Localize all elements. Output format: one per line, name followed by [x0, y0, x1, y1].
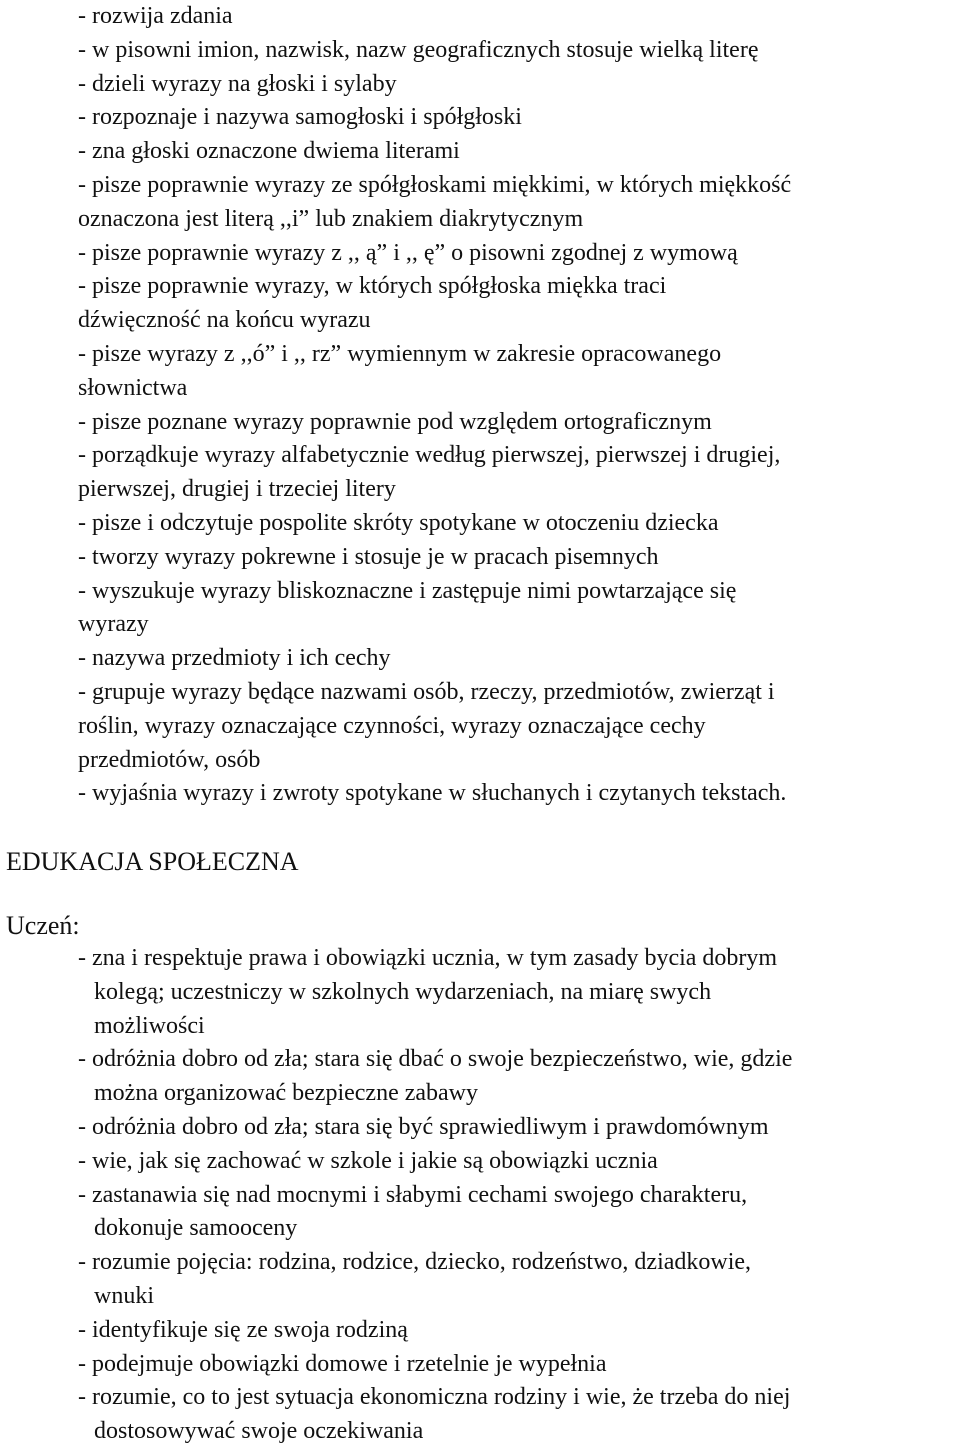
list-item: - zna głoski oznaczone dwiema literami [78, 138, 460, 165]
list-item-continuation: słownictwa [78, 374, 188, 401]
list-item: - rozpoznaje i nazywa samogłoski i spółgłoski [78, 104, 522, 131]
list-item: - dzieli wyrazy na głoski i sylaby [78, 70, 397, 97]
list-item-continuation: wnuki [94, 1282, 154, 1309]
list-item-continuation: dźwięczność na końcu wyrazu [78, 307, 371, 334]
list-item-continuation: wyrazy [78, 611, 149, 638]
list-item: - wyszukuje wyrazy bliskoznaczne i zastępuje nimi powtarzające się [78, 577, 737, 604]
list-item: - tworzy wyrazy pokrewne i stosuje je w pracach pisemnych [78, 543, 659, 570]
list-item-continuation: dostosowywać swoje oczekiwania [94, 1418, 424, 1445]
list-item: - wie, jak się zachować w szkole i jakie są obowiązki ucznia [78, 1147, 658, 1174]
list-item-continuation: pierwszej, drugiej i trzeciej litery [78, 476, 396, 503]
list-item: - odróżnia dobro od zła; stara się dbać o swoje bezpieczeństwo, wie, gdzie [78, 1046, 793, 1073]
list-item: - pisze poprawnie wyrazy, w których spółgłoska miękka traci [78, 273, 667, 300]
list-item: - rozumie, co to jest sytuacja ekonomiczna rodziny i wie, że trzeba do niej [78, 1384, 791, 1411]
list-item: - rozumie pojęcia: rodzina, rodzice, dziecko, rodzeństwo, dziadkowie, [78, 1249, 752, 1276]
section-heading: EDUKACJA SPOŁECZNA [6, 847, 299, 876]
list-item: - zna i respektuje prawa i obowiązki ucznia, w tym zasady bycia dobrym [78, 945, 778, 971]
list-item: - identyfikuje się ze swoja rodziną [78, 1316, 408, 1343]
language-skills-list [78, 0, 958, 811]
list-item-continuation: przedmiotów, osób [78, 746, 261, 773]
list-item-continuation: roślin, wyrazy oznaczające czynności, wyrazy oznaczające cechy [78, 712, 706, 739]
list-item: - nazywa przedmioty i ich cechy [78, 645, 391, 672]
list-item-continuation: dokonuje samooceny [94, 1215, 298, 1242]
list-item: - pisze poprawnie wyrazy ze spółgłoskami miękkimi, w których miękkość [78, 171, 792, 198]
list-item: - rozwija zdania [78, 3, 233, 29]
list-item-continuation: oznaczona jest literą ,,i” lub znakiem diakrytycznym [78, 205, 584, 232]
list-item: - pisze poprawnie wyrazy z ,, ą” i ,, ę” o pisowni zgodnej z wymową [78, 239, 738, 266]
list-item: - pisze i odczytuje pospolite skróty spotykane w otoczeniu dziecka [78, 509, 719, 536]
list-item: - wyjaśnia wyrazy i zwroty spotykane w słuchanych i czytanych tekstach. [78, 780, 787, 807]
list-item: - w pisowni imion, nazwisk, nazw geograficznych stosuje wielką literę [78, 36, 759, 63]
student-label: Uczeń: [6, 911, 80, 940]
list-item-continuation: kolegą; uczestniczy w szkolnych wydarzeniach, na miarę swych [94, 978, 712, 1005]
list-item: - porządkuje wyrazy alfabetycznie według pierwszej, pierwszej i drugiej, [78, 442, 781, 469]
list-item-continuation: możliwości [94, 1012, 205, 1039]
list-item: - zastanawia się nad mocnymi i słabymi cechami swojego charakteru, [78, 1181, 748, 1208]
social-skills-list [78, 942, 958, 1449]
list-item: - pisze wyrazy z ,,ó” i ,, rz” wymiennym w zakresie opracowanego [78, 340, 722, 367]
list-item: - grupuje wyrazy będące nazwami osób, rzeczy, przedmiotów, zwierząt i [78, 678, 775, 705]
list-item: - podejmuje obowiązki domowe i rzetelnie je wypełnia [78, 1350, 607, 1377]
list-item: - pisze poznane wyrazy poprawnie pod względem ortograficznym [78, 408, 712, 435]
list-item-continuation: można organizować bezpieczne zabawy [94, 1080, 479, 1107]
list-item: - odróżnia dobro od zła; stara się być sprawiedliwym i prawdomównym [78, 1113, 769, 1140]
